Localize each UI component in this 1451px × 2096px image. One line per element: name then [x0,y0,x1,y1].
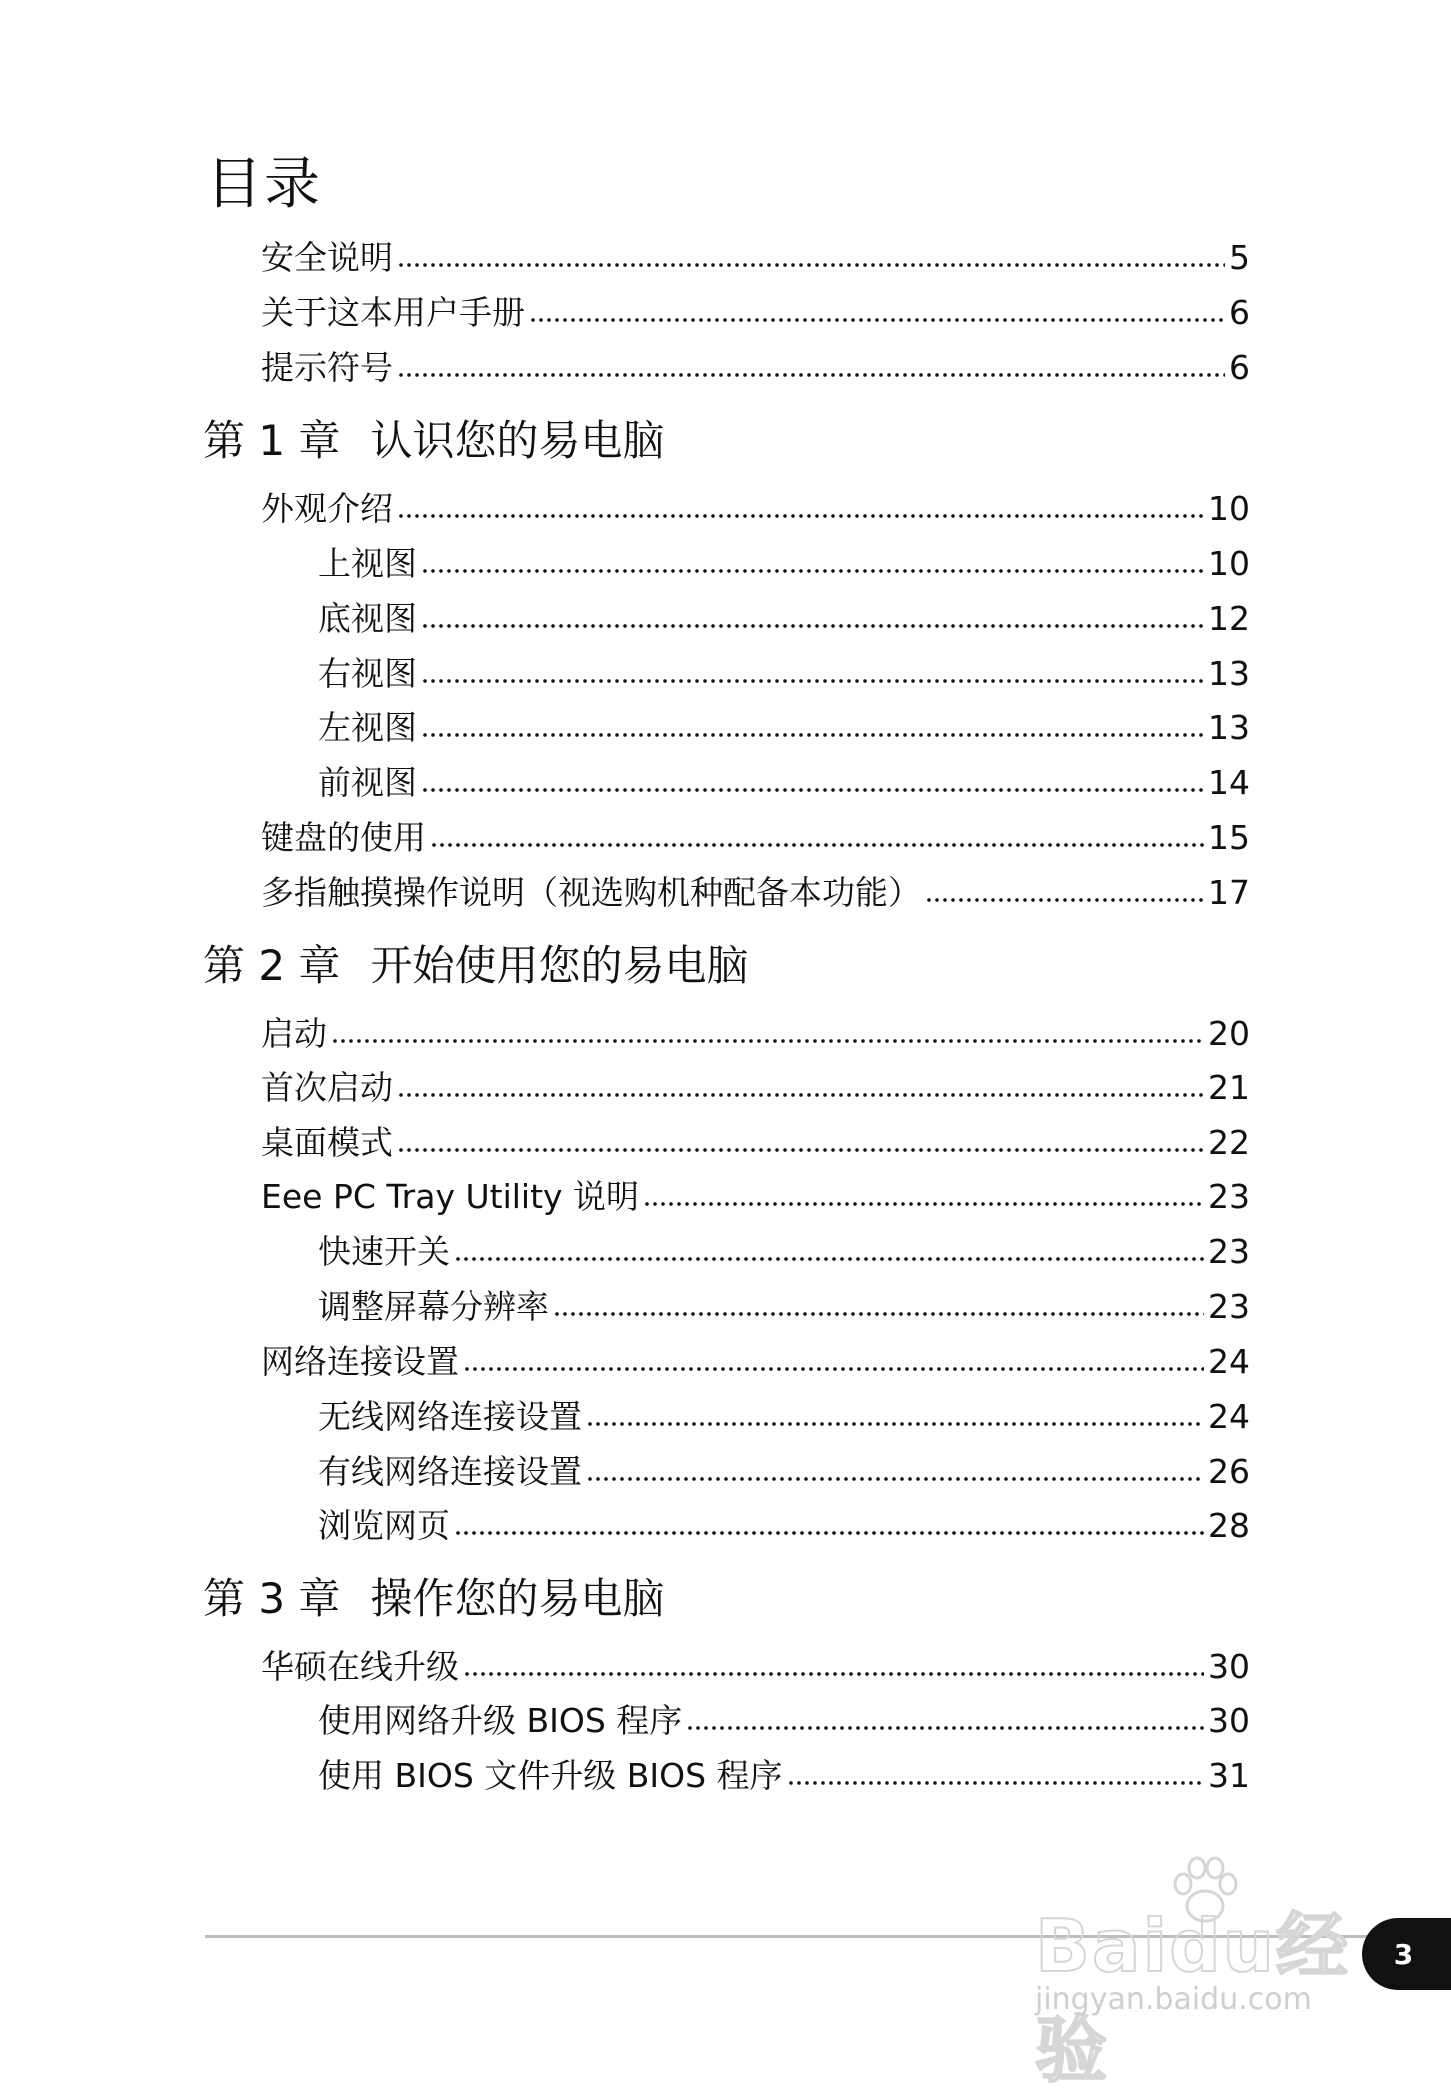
chapter-number: 第 3 章 [203,1574,341,1623]
toc-entry-page: 23 [1208,1177,1250,1216]
chapter-number: 第 2 章 [203,941,341,990]
toc-entry-page: 15 [1208,818,1250,857]
toc-entry-label: 快速开关 [318,1232,450,1271]
toc-entry-label: 关于这本用户手册 [261,293,525,332]
toc-entry-label: 桌面模式 [261,1123,393,1162]
page-number-badge [1362,1918,1451,1990]
dot-leader [331,1015,1204,1045]
toc-entry-page: 21 [1208,1068,1250,1107]
dot-leader [397,239,1225,269]
toc-subentry[interactable] [318,1228,1250,1276]
toc-subentry[interactable] [318,1752,1250,1800]
toc-subentry[interactable] [318,540,1250,588]
toc-subentry[interactable] [318,1697,1250,1745]
dot-leader [397,490,1204,520]
toc-entry-label: 提示符号 [261,348,393,387]
watermark-url: jingyan.baidu.com [1035,1982,1312,2017]
dot-leader [925,874,1204,904]
toc-entry-page: 5 [1229,238,1250,277]
toc-entry-page: 20 [1208,1014,1250,1053]
toc-entry[interactable] [261,485,1250,533]
dot-leader [454,1233,1204,1263]
toc-entry-label: 外观介绍 [261,489,393,528]
toc-subentry[interactable] [318,759,1250,807]
toc-entry[interactable] [261,1173,1250,1221]
dot-leader [686,1702,1204,1732]
toc-entry-label: 使用 BIOS 文件升级 BIOS 程序 [318,1756,783,1795]
toc-entry-label: 多指触摸操作说明（视选购机种配备本功能） [261,873,921,912]
toc-entry-page: 23 [1208,1232,1250,1271]
chapter-title: 操作您的易电脑 [370,1574,665,1623]
toc-entry-label: 有线网络连接设置 [318,1452,582,1491]
dot-leader [421,545,1204,575]
toc-entry-label: 右视图 [318,654,417,693]
dot-leader [463,1343,1204,1373]
toc-entry-page: 17 [1208,873,1250,912]
toc-entry-label: 上视图 [318,544,417,583]
toc-entry-label: 网络连接设置 [261,1342,459,1381]
toc-entry-page: 24 [1208,1397,1250,1436]
toc-entry-label: 首次启动 [261,1068,393,1107]
dot-leader [421,655,1204,685]
toc-entry-page: 10 [1208,544,1250,583]
toc-entry-page: 6 [1229,348,1250,387]
toc-entry-page: 10 [1208,489,1250,528]
toc-entry-page: 12 [1208,599,1250,638]
toc-entry[interactable] [261,1119,1250,1167]
toc-entry-label: 启动 [261,1014,327,1053]
toc-entry-page: 23 [1208,1287,1250,1326]
toc-entry[interactable] [261,1064,1250,1112]
toc-entry-label: 华硕在线升级 [261,1647,459,1686]
toc-entry-page: 13 [1208,654,1250,693]
toc-entry-label: 底视图 [318,599,417,638]
dot-leader [463,1648,1204,1678]
toc-entry-page: 6 [1229,293,1250,332]
dot-leader [430,819,1204,849]
toc-subentry[interactable] [318,1448,1250,1496]
toc-entry[interactable] [261,234,1250,282]
toc-entry-label: Eee PC Tray Utility 说明 [261,1177,640,1216]
toc-entry-page: 30 [1208,1647,1250,1686]
toc-subentry[interactable] [318,650,1250,698]
toc-entry[interactable] [261,344,1250,392]
toc-entry-page: 28 [1208,1506,1250,1545]
dot-leader [529,294,1225,324]
toc-entry[interactable] [261,1643,1250,1691]
chapter-number: 第 1 章 [203,416,341,465]
dot-leader [586,1453,1204,1483]
dot-leader [586,1398,1204,1428]
toc-entry-label: 安全说明 [261,238,393,277]
dot-leader [421,764,1204,794]
watermark-logo: Baidu经验 [1035,1904,1350,2092]
page-title: 目录 [206,152,322,217]
dot-leader [553,1288,1204,1318]
toc-subentry[interactable] [318,1502,1250,1550]
toc-subentry[interactable] [318,595,1250,643]
toc-entry-label: 无线网络连接设置 [318,1397,582,1436]
toc-subentry[interactable] [318,1283,1250,1331]
toc-entry[interactable] [261,289,1250,337]
chapter-heading [203,413,664,469]
dot-leader [787,1757,1204,1787]
toc-entry[interactable] [261,1338,1250,1386]
dot-leader [421,709,1204,739]
toc-entry-label: 浏览网页 [318,1506,450,1545]
dot-leader [397,1069,1204,1099]
toc-entry-page: 22 [1208,1123,1250,1162]
chapter-heading [203,1571,664,1627]
dot-leader [454,1507,1204,1537]
toc-entry-page: 13 [1208,708,1250,747]
toc-entry-page: 14 [1208,763,1250,802]
toc-entry-page: 30 [1208,1701,1250,1740]
dot-leader [397,349,1225,379]
dot-leader [643,1178,1204,1208]
dot-leader [421,600,1204,630]
toc-entry[interactable] [261,869,1250,917]
toc-subentry[interactable] [318,1393,1250,1441]
toc-entry-label: 键盘的使用 [261,818,426,857]
toc-entry-page: 31 [1208,1756,1250,1795]
toc-entry-label: 左视图 [318,708,417,747]
baidu-watermark [1035,1850,1365,2092]
chapter-heading [203,938,748,994]
toc-entry[interactable] [261,814,1250,862]
toc-entry[interactable] [261,1010,1250,1058]
toc-entry-label: 调整屏幕分辨率 [318,1287,549,1326]
chapter-title: 开始使用您的易电脑 [370,941,749,990]
toc-entry-page: 24 [1208,1342,1250,1381]
dot-leader [397,1124,1204,1154]
toc-entry-label: 前视图 [318,763,417,802]
toc-entry-label: 使用网络升级 BIOS 程序 [318,1701,683,1740]
toc-subentry[interactable] [318,704,1250,752]
toc-entry-page: 26 [1208,1452,1250,1491]
page-number: 3 [1393,1937,1414,1971]
chapter-title: 认识您的易电脑 [370,416,665,465]
